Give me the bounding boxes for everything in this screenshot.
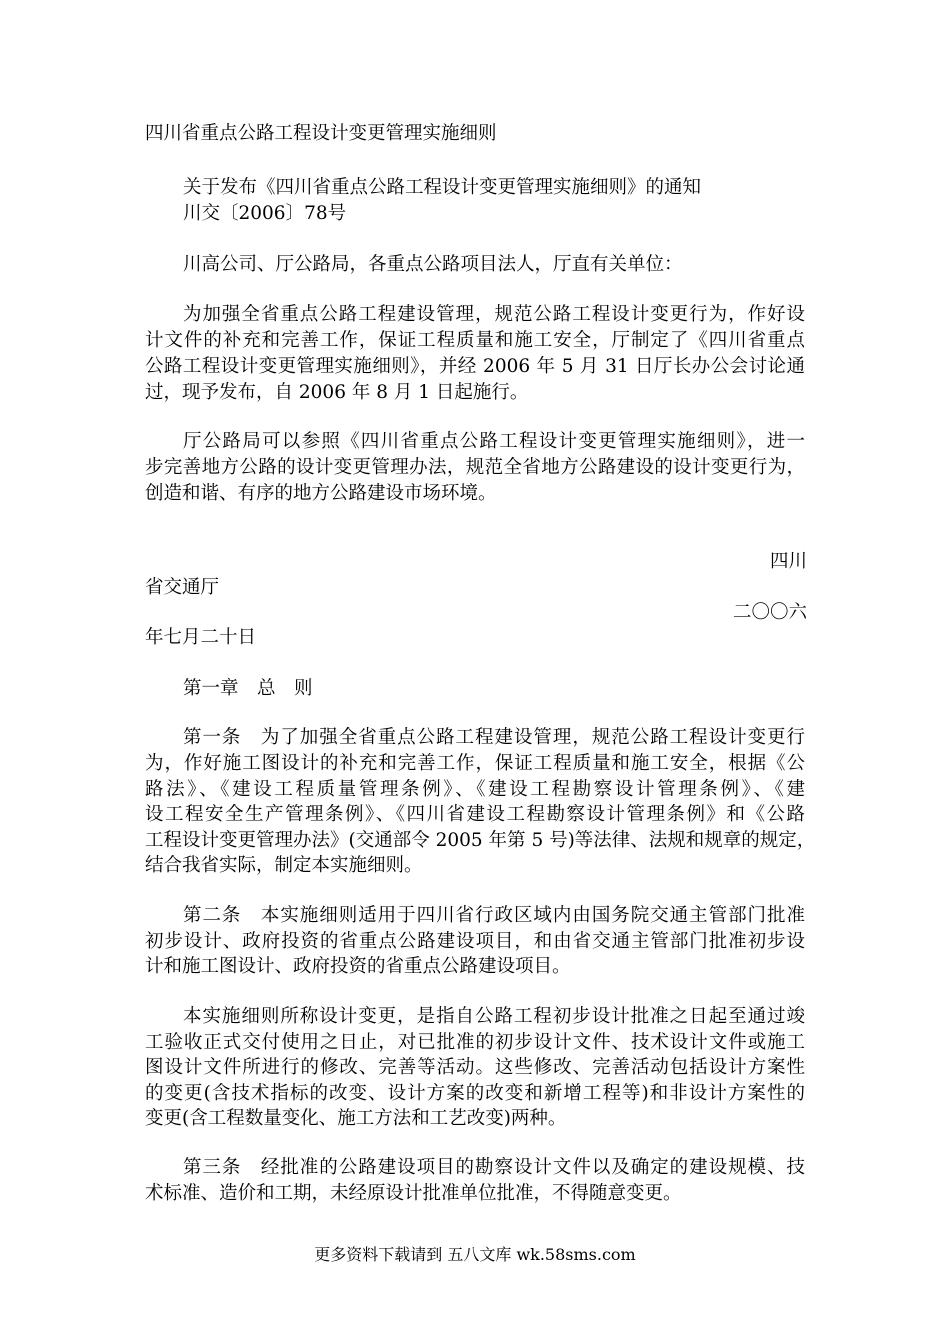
paragraph-line: 变更(含工程数量变化、施工方法和工艺改变)两种。 xyxy=(145,1108,567,1129)
paragraph-line: 初步设计、政府投资的省重点公路建设项目，和由省交通主管部门批准初步设 xyxy=(145,931,805,952)
paragraph-line: 第三条 经批准的公路建设项目的勘察设计文件以及确定的建设规模、技 xyxy=(183,1157,805,1178)
notice-title: 关于发布《四川省重点公路工程设计变更管理实施细则》的通知 xyxy=(183,177,702,198)
paragraph-line: 术标准、造价和工期，未经原设计批准单位批准，不得随意变更。 xyxy=(145,1183,682,1204)
chapter-heading: 第一章 总 则 xyxy=(183,678,313,699)
paragraph-line: 设工程安全生产管理条例》、《四川省建设工程勘察设计管理条例》和《公路 xyxy=(145,804,805,825)
paragraph-line: 计文件的补充和完善工作，保证工程质量和施工安全，厅制定了《四川省重点 xyxy=(145,330,805,351)
paragraph-line: 为，作好施工图设计的补充和完善工作，保证工程质量和施工安全，根据《公 xyxy=(145,753,805,774)
paragraph-line: 图设计文件所进行的修改、完善等活动。这些修改、完善活动包括设计方案性 xyxy=(145,1057,805,1078)
paragraph-line: 为加强全省重点公路工程建设管理，规范公路工程设计变更行为，作好设 xyxy=(183,304,805,325)
paragraph-line: 创造和谐、有序的地方公路建设市场环境。 xyxy=(145,483,497,504)
signature-org-part2: 省交通厅 xyxy=(145,577,220,598)
page-footer: 更多资料下载请到 五八文库 wk.58sms.com xyxy=(314,1245,636,1264)
addressee: 川高公司、厅公路局，各重点公路项目法人，厅直有关单位： xyxy=(183,254,683,275)
document-title: 四川省重点公路工程设计变更管理实施细则 xyxy=(145,123,497,144)
signature-org-part1: 四川 xyxy=(769,551,807,572)
paragraph-line: 第二条 本实施细则适用于四川省行政区域内由国务院交通主管部门批准 xyxy=(183,905,805,926)
paragraph-line: 第一条 为了加强全省重点公路工程建设管理，规范公路工程设计变更行 xyxy=(183,727,805,748)
paragraph-line: 工程设计变更管理办法》(交通部令 2005 年第 5 号)等法律、法规和规章的规定， xyxy=(145,830,816,851)
paragraph-line: 的变更(含技术指标的改变、设计方案的改变和新增工程等)和非设计方案性的 xyxy=(145,1083,805,1104)
paragraph-line: 计和施工图设计、政府投资的省重点公路建设项目。 xyxy=(145,956,571,977)
paragraph-line: 公路工程设计变更管理实施细则》，并经 2006 年 5 月 31 日厅长办公会讨论通 xyxy=(145,356,805,377)
paragraph-line: 本实施细则所称设计变更，是指自公路工程初步设计批准之日起至通过竣 xyxy=(183,1006,805,1027)
paragraph-line: 步完善地方公路的设计变更管理办法，规范全省地方公路建设的设计变更行为， xyxy=(145,457,805,478)
paragraph-line: 厅公路局可以参照《四川省重点公路工程设计变更管理实施细则》，进一 xyxy=(183,431,805,452)
paragraph-line: 工验收正式交付使用之日止，对已批准的初步设计文件、技术设计文件或施工 xyxy=(145,1032,805,1053)
paragraph-line: 过，现予发布，自 2006 年 8 月 1 日起施行。 xyxy=(145,382,529,403)
paragraph-line: 路法》、《建设工程质量管理条例》、《建设工程勘察设计管理条例》、《建 xyxy=(145,779,805,800)
signature-date-part2: 年七月二十日 xyxy=(145,627,257,648)
document-number: 川交〔2006〕78号 xyxy=(183,203,347,224)
signature-date-part1: 二〇〇六 xyxy=(732,602,807,623)
paragraph-line: 结合我省实际，制定本实施细则。 xyxy=(145,855,423,876)
